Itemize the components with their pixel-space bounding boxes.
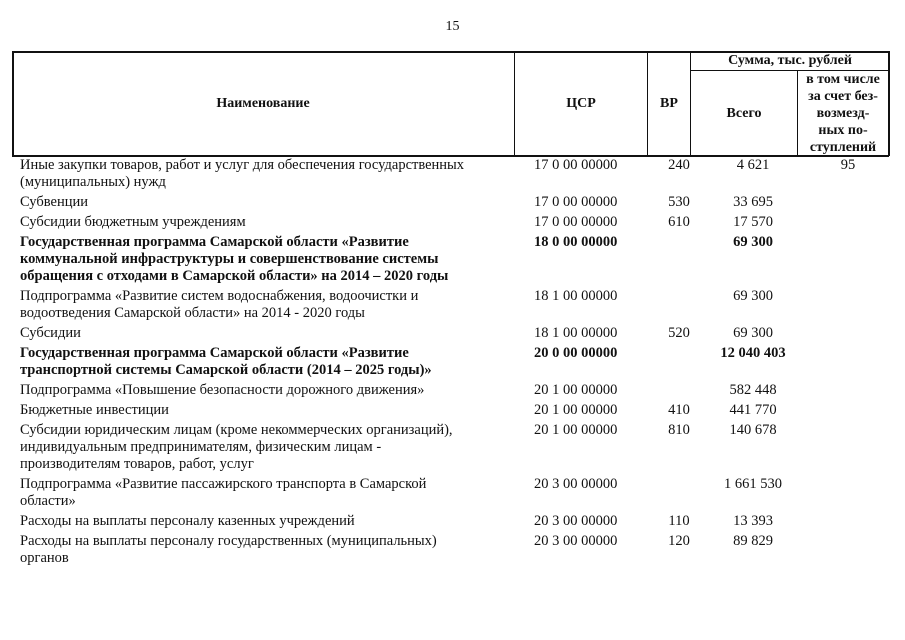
row-vr: 530 (668, 194, 690, 210)
row-name (20, 476, 510, 510)
header-csr: ЦСР (566, 95, 596, 111)
row-name (20, 288, 510, 322)
row-sum: 69 300 (733, 234, 773, 250)
row-vr: 110 (668, 513, 690, 529)
row-csr: 17 0 00 00000 (534, 157, 618, 173)
row-name-line: Иные закупки товаров, работ и услуг для обеспечения государственных (20, 157, 465, 173)
table-row (12, 234, 889, 288)
row-sum: 69 300 (733, 325, 773, 341)
row-vr: 240 (668, 157, 690, 173)
row-name (20, 214, 510, 231)
row-csr: 18 0 00 00000 (534, 234, 618, 250)
table-body (12, 157, 889, 570)
table-row (12, 513, 889, 533)
table-row (12, 214, 889, 234)
row-name-line: Бюджетные инвестиции (20, 402, 169, 418)
header-vr: ВР (660, 95, 678, 111)
table-row (12, 325, 889, 345)
row-name-line: Подпрограмма «Развитие систем водоснабжения, водоочистки и (20, 288, 419, 304)
row-csr: 20 0 00 00000 (534, 345, 618, 361)
header-total: Всего (726, 105, 762, 121)
row-name-line: Субсидии (20, 325, 81, 341)
table-row (12, 288, 889, 325)
page-number: 15 (445, 19, 460, 34)
row-name-line: (муниципальных) нужд (20, 174, 166, 190)
row-name-line: Субвенции (20, 194, 88, 210)
header-free-receipts (798, 71, 888, 156)
row-csr: 20 1 00 00000 (534, 422, 618, 438)
header-free-line: ступлений (809, 140, 877, 155)
header-sum-title: Сумма, тыс. рублей (728, 52, 852, 68)
row-sum: 17 570 (733, 214, 773, 230)
row-csr: 20 1 00 00000 (534, 382, 618, 398)
row-name (20, 382, 510, 399)
table-row (12, 402, 889, 422)
row-csr: 20 3 00 00000 (534, 533, 618, 549)
row-vr: 410 (668, 402, 690, 418)
row-vr: 120 (668, 533, 690, 549)
header-free-line: ных по- (818, 123, 868, 138)
row-vr: 810 (668, 422, 690, 438)
row-vr: 520 (668, 325, 690, 341)
row-name (20, 513, 510, 530)
row-vr: 610 (668, 214, 690, 230)
table-row (12, 382, 889, 402)
row-name-line: водоотведения Самарской области» на 2014 - 2020 годы (20, 305, 365, 321)
row-sum: 441 770 (729, 402, 777, 418)
row-name-line: органов (20, 550, 69, 566)
row-name-line: индивидуальным предпринимателям, физическим лицам - (20, 439, 382, 455)
row-name-line: транспортной системы Самарской области (2014 – 2025 годы)» (20, 362, 432, 378)
table-row (12, 345, 889, 382)
table-row (12, 533, 889, 570)
row-csr: 20 3 00 00000 (534, 476, 618, 492)
row-sum: 12 040 403 (720, 345, 786, 361)
row-name (20, 422, 510, 473)
row-name (20, 325, 510, 342)
row-sum: 4 621 (736, 157, 770, 173)
row-csr: 17 0 00 00000 (534, 194, 618, 210)
row-name-line: Государственная программа Самарской области «Развитие (20, 234, 409, 250)
row-name-line: коммунальной инфраструктуры и совершенствование системы (20, 251, 439, 267)
row-sum: 69 300 (733, 288, 773, 304)
row-csr: 20 1 00 00000 (534, 402, 618, 418)
header-free-line: в том числе (806, 72, 880, 87)
table-row (12, 422, 889, 476)
row-name-line: Субсидии бюджетным учреждениям (20, 214, 246, 230)
row-name-line: производителям товаров, работ, услуг (20, 456, 254, 472)
row-name-line: Подпрограмма «Повышение безопасности дорожного движения» (20, 382, 425, 398)
row-name-line: области» (20, 493, 76, 509)
table-row (12, 476, 889, 513)
row-csr: 20 3 00 00000 (534, 513, 618, 529)
row-free: 95 (840, 157, 856, 173)
row-sum: 1 661 530 (724, 476, 782, 492)
table-row (12, 157, 889, 194)
table-row (12, 194, 889, 214)
row-name (20, 533, 510, 567)
row-name (20, 194, 510, 211)
table-header (12, 51, 889, 156)
row-csr: 18 1 00 00000 (534, 325, 618, 341)
row-sum: 33 695 (733, 194, 773, 210)
header-name: Наименование (216, 95, 310, 111)
row-sum: 89 829 (733, 533, 773, 549)
row-sum: 140 678 (729, 422, 777, 438)
row-csr: 17 0 00 00000 (534, 214, 618, 230)
row-name-line: Расходы на выплаты персоналу казенных учреждений (20, 513, 355, 529)
row-name-line: Государственная программа Самарской области «Развитие (20, 345, 409, 361)
row-csr: 18 1 00 00000 (534, 288, 618, 304)
row-name (20, 157, 510, 191)
row-name-line: обращения с отходами в Самарской области» на 2014 – 2020 годы (20, 268, 449, 284)
row-name (20, 345, 510, 379)
row-name-line: Подпрограмма «Развитие пассажирского транспорта в Самарской (20, 476, 427, 492)
row-sum: 13 393 (733, 513, 773, 529)
row-name-line: Расходы на выплаты персоналу государственных (муниципальных) (20, 533, 437, 549)
header-free-line: возмезд- (816, 106, 870, 121)
row-name (20, 234, 510, 285)
row-name-line: Субсидии юридическим лицам (кроме некоммерческих организаций), (20, 422, 453, 438)
header-free-line: за счет без- (808, 89, 878, 104)
row-sum: 582 448 (729, 382, 777, 398)
row-name (20, 402, 510, 419)
